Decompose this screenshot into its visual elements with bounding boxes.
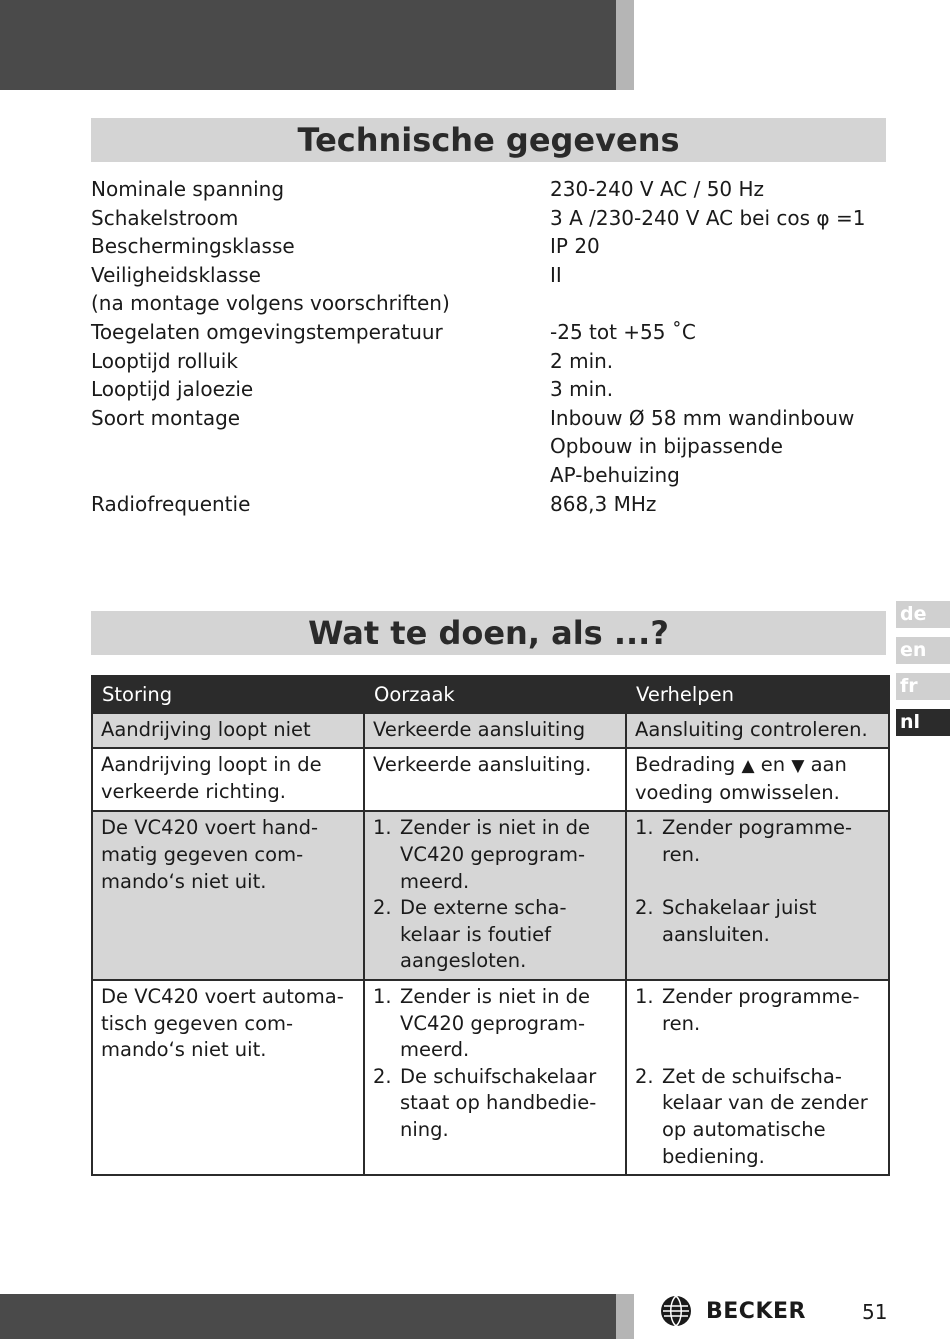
list-spacer [635, 1037, 880, 1064]
list-text: Zender is niet in de VC420 geprogram-meerd. [400, 816, 591, 893]
spec-label: Radiofrequentie [91, 491, 251, 516]
cause-cell [364, 980, 626, 1175]
language-tab-de[interactable]: de [896, 601, 950, 628]
spec-value-line: 3 min. [550, 377, 614, 402]
spec-row [91, 204, 891, 233]
spec-value [550, 289, 891, 318]
becker-globe-logo-icon [660, 1295, 692, 1327]
list-number: 2. [373, 896, 392, 920]
spec-label: Nominale spanning [91, 177, 285, 201]
fix-text: aan voeding omwisselen. [635, 753, 847, 804]
list-text: Zet de schuifscha-kelaar van de zender op automatische bediening. [662, 1064, 868, 1168]
cause-list [373, 984, 617, 1144]
list-number: 1. [635, 984, 654, 1008]
spec-value [550, 232, 891, 261]
spec-row [91, 375, 891, 404]
spec-label: Veiligheidsklasse [91, 262, 261, 287]
cause-cell [364, 811, 626, 980]
spec-row [91, 490, 891, 519]
spec-value-line: 3 A /230-240 V AC bei cos φ =1 [550, 205, 866, 230]
language-tab-en[interactable]: en [896, 637, 950, 664]
spec-label: Toegelaten omgevingstemperatuur [91, 319, 443, 344]
top-decor-accent [616, 0, 634, 90]
list-item [373, 984, 617, 1064]
column-header-fault: Storing [92, 676, 364, 713]
table-header-row [92, 676, 889, 713]
list-number: 1. [635, 816, 654, 840]
list-spacer [635, 869, 880, 896]
arrow-down-icon: ▼ [791, 756, 805, 777]
fix-list [635, 984, 880, 1170]
fix-text: en [760, 753, 786, 777]
top-decor-bar [0, 0, 616, 90]
list-item [635, 1064, 880, 1170]
spec-label: Looptijd jaloezie [91, 377, 254, 402]
spec-value-line: 2 min. [550, 348, 614, 373]
troubleshooting-table [91, 675, 890, 1176]
spec-value-line: Inbouw Ø 58 mm wandinbouw [550, 405, 855, 430]
list-item [635, 815, 880, 868]
language-tabs [896, 601, 950, 745]
spec-value-line: 868,3 MHz [550, 491, 657, 516]
fault-cell: Aandrijving loopt in de verkeerde richting. [92, 748, 364, 811]
specs-heading: Technische gegevens [91, 118, 886, 162]
spec-row [91, 318, 891, 347]
spec-row [91, 261, 891, 290]
spec-value-line: II [550, 262, 562, 287]
table-row [92, 713, 889, 749]
list-number: 2. [373, 1064, 392, 1088]
table-row [92, 748, 889, 811]
list-text: Zender is niet in de VC420 geprogram-meerd. [400, 984, 591, 1062]
spec-value [550, 204, 891, 233]
fault-cell: De VC420 voert automa-tisch gegeven com-mando‘s niet uit. [92, 980, 364, 1175]
table-row [92, 811, 889, 980]
spec-row [91, 347, 891, 376]
fault-cell: De VC420 voert hand-matig gegeven com-mando‘s niet uit. [92, 811, 364, 980]
fix-list [635, 815, 880, 948]
list-text: De schuifschakelaar staat op handbedie-ning. [400, 1064, 597, 1141]
spec-row [91, 404, 891, 490]
cause-cell: Verkeerde aansluiting [364, 713, 626, 749]
column-header-fix: Verhelpen [626, 676, 889, 713]
cause-cell: Verkeerde aansluiting. [364, 748, 626, 811]
list-text: Zender pogramme-ren. [662, 816, 852, 866]
table-row [92, 980, 889, 1175]
list-text: Schakelaar juist aansluiten. [662, 896, 817, 946]
language-tab-nl[interactable]: nl [896, 709, 950, 736]
spec-value [550, 347, 891, 376]
page-number: 51 [862, 1300, 888, 1324]
spec-label: Soort montage [91, 405, 241, 430]
brand [660, 1293, 806, 1329]
spec-value-line: AP-behuizing [550, 462, 680, 487]
list-number: 1. [373, 816, 392, 840]
list-item [373, 895, 617, 975]
list-number: 1. [373, 984, 392, 1008]
troubleshooting-heading: Wat te doen, als ...? [91, 611, 886, 655]
fault-cell: Aandrijving loopt niet [92, 713, 364, 749]
column-header-cause: Oorzaak [364, 676, 626, 713]
fix-cell: Aansluiting controleren. [626, 713, 889, 749]
list-item [635, 984, 880, 1037]
fix-cell [626, 748, 889, 811]
spec-row [91, 232, 891, 261]
spec-value [550, 375, 891, 404]
spec-label: Schakelstroom [91, 205, 239, 230]
cause-list [373, 815, 617, 975]
spec-value [550, 490, 891, 519]
spec-value-line: IP 20 [550, 234, 600, 259]
spec-value [550, 318, 891, 347]
spec-value-line: 230-240 V AC / 50 Hz [550, 177, 765, 201]
list-item [373, 815, 617, 895]
spec-label: (na montage volgens voorschriften) [91, 291, 450, 316]
spec-value-line: Opbouw in bijpassende [550, 434, 783, 459]
list-item [635, 895, 880, 948]
spec-value [550, 175, 891, 204]
list-text: Zender programme-ren. [662, 984, 860, 1035]
spec-row [91, 289, 891, 318]
spec-value-line: -25 tot +55 ˚C [550, 319, 696, 344]
spec-label: Looptijd rolluik [91, 348, 238, 373]
list-number: 2. [635, 1064, 654, 1088]
bottom-decor-accent [616, 1294, 634, 1339]
fix-text: Bedrading [635, 753, 736, 777]
specs-list [91, 175, 891, 518]
list-text: De externe scha-kelaar is foutief aangesloten. [400, 896, 567, 973]
list-item [373, 1064, 617, 1144]
spec-value [550, 404, 891, 490]
brand-name: BECKER [706, 1298, 806, 1324]
arrow-up-icon: ▲ [741, 756, 755, 777]
list-number: 2. [635, 896, 654, 920]
fix-cell [626, 980, 889, 1175]
spec-value [550, 261, 891, 290]
language-tab-fr[interactable]: fr [896, 673, 950, 700]
bottom-decor-bar [0, 1294, 616, 1339]
spec-label: Beschermingsklasse [91, 234, 295, 259]
fix-cell [626, 811, 889, 980]
spec-row [91, 175, 891, 204]
